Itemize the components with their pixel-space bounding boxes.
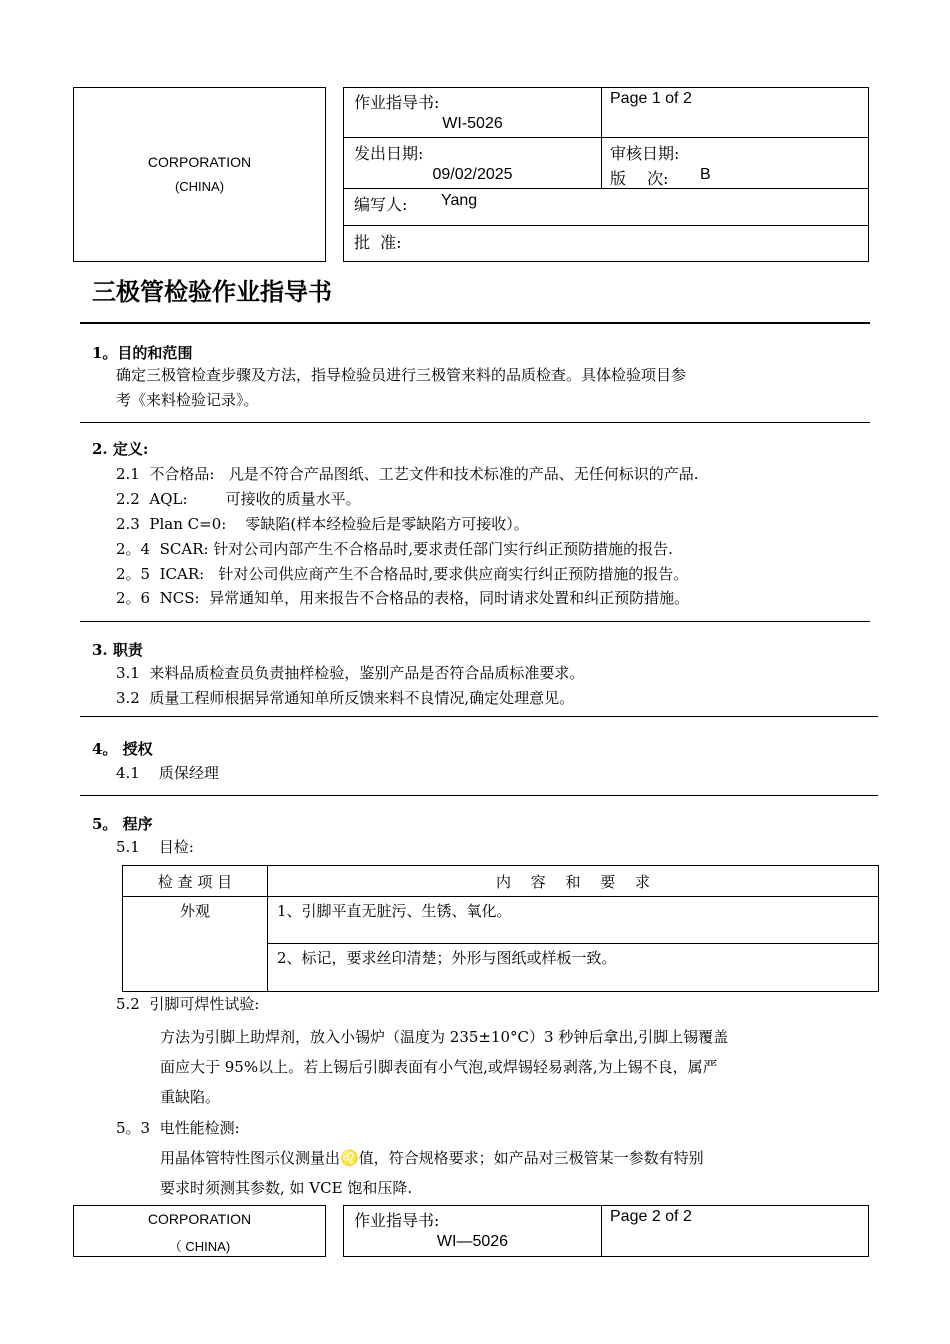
table-cell-requirement: 2、标记，要求丝印清楚；外形与图纸或样板一致。 [268,944,879,992]
paragraph-line: 用晶体管特性图示仪测量出♌值，符合规格要求；如产品对三极管某一参数有特别 [160,1149,704,1167]
footer-company: CORPORATION [147,1211,252,1227]
page-number: Page 1 of 2 [610,90,692,107]
duty-item: 3.1 来料品质检查员负责抽样检验，鉴别产品是否符合品质标准要求。 [116,664,585,682]
duty-item: 3.2 质量工程师根据异常通知单所反馈来料不良情况,确定处理意见。 [116,689,575,707]
definition-item: 2。6 NCS: 异常通知单，用来报告不合格品的表格，同时请求处置和纠正预防措施。 [116,589,690,607]
section-3-title: 3. 职责 [92,641,143,659]
footer-doc-label: 作业指导书: [354,1211,440,1230]
definition-item: 2.3 Plan C=0: 零缺陷(样本经检验后是零缺陷方可接收）。 [116,515,529,533]
table-cell-requirement: 1、引脚平直无脏污、生锈、氧化。 [268,897,879,944]
approve-label: 批 准: [354,233,402,252]
author-name: Yang [441,192,478,209]
subsection-5-1: 5.1 目检: [116,838,194,856]
paragraph-line: 重缺陷。 [160,1088,221,1106]
footer-doc-number: WI—5026 [436,1233,509,1250]
doc-number: WI-5026 [442,115,503,132]
divider [80,795,878,796]
section-1-line-1: 确定三极管检查步骤及方法，指导检验员进行三极管来料的品质检查。具体检验项目参 [116,366,687,384]
definition-item: 2。4 SCAR: 针对公司内部产生不合格品时,要求责任部门实行纠正预防措施的报告. [116,540,673,558]
author-label: 编写人: [354,195,408,214]
divider [80,716,878,717]
header-logo-box [73,87,326,262]
section-2-title: 2. 定义: [92,440,149,458]
divider [80,422,870,423]
table-header-requirement: 内 容 和 要 求 [268,866,879,897]
divider [80,621,870,622]
header-country: (CHINA) [174,179,225,194]
doc-label: 作业指导书: [354,93,440,112]
authority-item: 4.1 质保经理 [116,764,219,782]
subsection-5-3-body [160,1143,704,1203]
subsection-5-2-body [160,1022,728,1112]
section-1-line-2: 考《来料检验记录》。 [116,391,259,409]
footer-page-number: Page 2 of 2 [610,1208,692,1225]
issue-date-label: 发出日期: [354,144,424,163]
subsection-5-2: 5.2 引脚可焊性试验: [116,995,260,1013]
review-date-label: 审核日期: [610,144,680,163]
version-value: B [700,166,711,183]
table-header-item: 检 查 项 目 [123,866,268,897]
section-5-title: 5。 程序 [92,815,153,833]
issue-date: 09/02/2025 [432,166,513,183]
footer-country: （ CHINA) [168,1239,231,1254]
definition-item: 2.2 AQL: 可接收的质量水平。 [116,490,361,508]
table-cell-item: 外观 [123,897,268,992]
title-rule [80,322,870,324]
header-company: CORPORATION [147,154,252,170]
paragraph-line: 方法为引脚上助焊剂，放入小锡炉（温度为 235±10°C）3 秒钟后拿出,引脚上锡覆盖 [160,1028,729,1046]
paragraph-line: 要求时须测其参数, 如 VCE 饱和压降. [160,1179,413,1197]
inspection-table [122,865,879,992]
section-1-title: 1。目的和范围 [92,344,193,362]
page-title: 三极管检验作业指导书 [92,277,332,306]
section-4-title: 4。 授权 [92,740,153,758]
definition-item: 2.1 不合格品: 凡是不符合产品图纸、工艺文件和技术标准的产品、无任何标识的产品. [116,465,699,483]
definition-item: 2。5 ICAR: 针对公司供应商产生不合格品时,要求供应商实行纠正预防措施的报告。 [116,565,689,583]
subsection-5-3: 5。3 电性能检测: [116,1119,240,1137]
version-label: 版 次: [610,169,669,188]
paragraph-line: 面应大于 95%以上。若上锡后引脚表面有小气泡,或焊锡轻易剥落,为上锡不良，属严 [160,1058,718,1076]
